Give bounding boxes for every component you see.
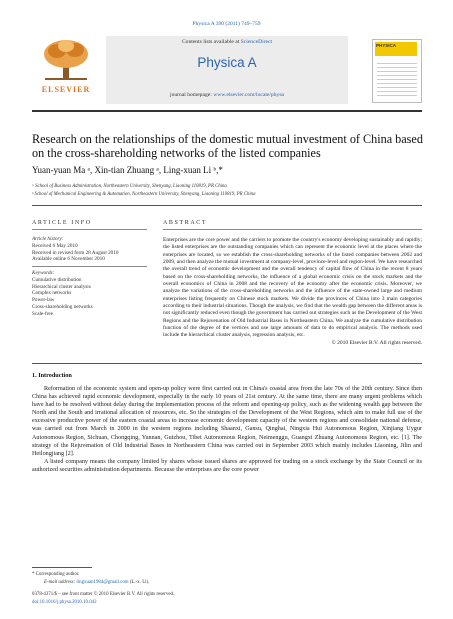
keyword-item: Cumulative distribution [32, 276, 82, 283]
keyword-item: Cross-shareholding networks [32, 303, 93, 310]
contents-line: Contents lists available at ScienceDirect [181, 39, 273, 45]
header-rule [32, 110, 422, 112]
email-note: E-mail address: lingxuan1984@gmail.com (L.-x. Li). [44, 580, 150, 585]
journal-name: Physica A [197, 55, 257, 70]
article-title: Research on the relationships of the domestic mutual investment of China based on the cross-shareholding networks of the listed companies [32, 132, 423, 160]
keyword-item: Power-law [32, 297, 55, 304]
article-history [32, 236, 152, 263]
keyword-list [32, 270, 152, 318]
history-online: Available online 6 November 2010 [32, 256, 105, 263]
publisher-logo [32, 36, 100, 102]
keywords-label: Keywords: [32, 270, 55, 276]
abstract-body [163, 237, 422, 347]
introduction-body [32, 385, 422, 474]
elsevier-tree-icon [41, 38, 91, 82]
section-rule [32, 205, 422, 206]
history-label: Article history: [32, 236, 64, 242]
section-heading-introduction: 1. Introduction [32, 372, 72, 379]
affiliation-b: ᵇ School of Mechanical Engineering & Automation, Northeastern University, Shenyang, Liaoning 110819, PR China [32, 192, 256, 197]
corresponding-author-note: * Corresponding author. [32, 572, 80, 577]
journal-citation: Physica A 390 (2011) 749–759 [192, 21, 261, 27]
email-link[interactable]: lingxuan1984@gmail.com [76, 580, 129, 585]
homepage-line: journal homepage: www.elsevier.com/locate/physa [170, 92, 284, 98]
history-revised: Received in revised form 28 August 2010 [32, 249, 119, 256]
abstract-heading: ABSTRACT [163, 220, 208, 226]
abstract-rule [163, 229, 422, 230]
keyword-item: Scale-free [32, 310, 54, 317]
journal-banner [106, 36, 348, 104]
footnote-rule [32, 567, 92, 568]
author-list: Yuan-yuan Ma ᵃ, Xin-tian Zhuang ᵃ, Ling-xuan Li ᵇ,* [32, 165, 223, 175]
abstract-end-rule [32, 363, 422, 364]
history-received: Received 6 May 2010 [32, 242, 78, 249]
keyword-item: Hierarchical cluster analysis [32, 283, 91, 290]
paragraph: Reformation of the economic system and open-up policy were first carried out in China's coastal area from the late 70s of the 20th century. Since then China has achieved rapid economic development, especially in the early 10 years of 21st century. At the same time, there are many urgent problems which have had to be resolved without delay during the implementation process of the reform and opening-up policy, such as the widening wealth gap between the North and the South and irrational allocation of resources, etc. So the strategies of the Development of the West Regions, which aim to make full use of the excessive productive power of the eastern coastal areas to increase economic development capacity of the western regions and consolidate national defense, was carried out from March in 2000 in the western regions including Shaanxi, Gansu, Qinghai, Ningxia Hui Autonomous Region, Xinjiang Uygur Autonomous Region, Sichuan, Chongqing, Yunnan, Guizhou, Tibet Autonomous Region, Neimenggu, Guangxi Zhuang Autonomous Region, etc. [1]. The strategy of the Rejuvenation of Old Industrial Bases in Northeastern China was carried out in September 2003 which mainly includes Liaoning, Jilin and Heilongjiang [2]. [32, 386, 422, 457]
copyright-notice: © 2010 Elsevier B.V. All rights reserved. [331, 339, 422, 346]
cover-title: PHYSICA [375, 42, 417, 56]
paragraph: A listed company means the company limited by shares whose issued shares are approved for trading on a stock exchange by the State Council or its authorized securities administration departments. Because the enterprises are the core power [32, 458, 422, 473]
publisher-name: ELSEVIER [41, 85, 91, 94]
article-info-rule [32, 229, 147, 230]
issn-line: 0378-4371/$ – see front matter © 2010 Elsevier B.V. All rights reserved. [32, 592, 175, 597]
affiliation-a: ᵃ School of Business Administration, Northeastern University, Shenyang, Liaoning 110819, PR China [32, 184, 227, 189]
journal-masthead [32, 36, 422, 108]
article-info-heading: ARTICLE INFO [32, 220, 92, 226]
keyword-item: Complex networks [32, 290, 72, 297]
journal-homepage-link[interactable]: www.elsevier.com/locate/physa [213, 92, 284, 98]
history-keyword-rule [32, 266, 147, 267]
cover-text-lines [373, 60, 421, 99]
sciencedirect-link[interactable]: ScienceDirect [240, 39, 273, 45]
journal-cover-thumbnail [372, 39, 422, 103]
abstract-text: Enterprises are the core power and the carriers to promote the country's economy developing sustainably and rapidly; the listed enterprises are the outstanding companies which can represent the economic level at the places where the enterprises are located, so we establish the cross-shareholding networks of the listed companies between 2002 and 2009, and then analyze the mutual investment at company-level, province-level and region-level. We have researched the overall trend of economic development and the overall tendency of capital flow of China in the recent 8 years based on the cross-shareholding networks, the influence of a global economic crisis on the stock markets and the overall economics of China in 2008 and the recovery of the economy after the economic crisis. Moreover, we analyze the variations of the cross-shareholding networks and the influence of the state-owned large and medium enterprises listing frequently on Chinese stock markets. We divide the provinces of China into 3 main categories according to their industrial situations. Though the analysis, we find that the wealth gap between the different areas is not significantly reduced even though the government has carried out strategies such as the Development of the West Regions and the Rejuvenation of Old Industrial Bases in Northeastern China. We analyze the cumulative distribution function of the degree of the vertices and use large amounts of data to do empirical analysis. The methods used include the hierarchical cluster analysis, regression analysis, etc. [163, 237, 422, 339]
doi-link[interactable]: doi:10.1016/j.physa.2010.10.042 [32, 600, 97, 605]
